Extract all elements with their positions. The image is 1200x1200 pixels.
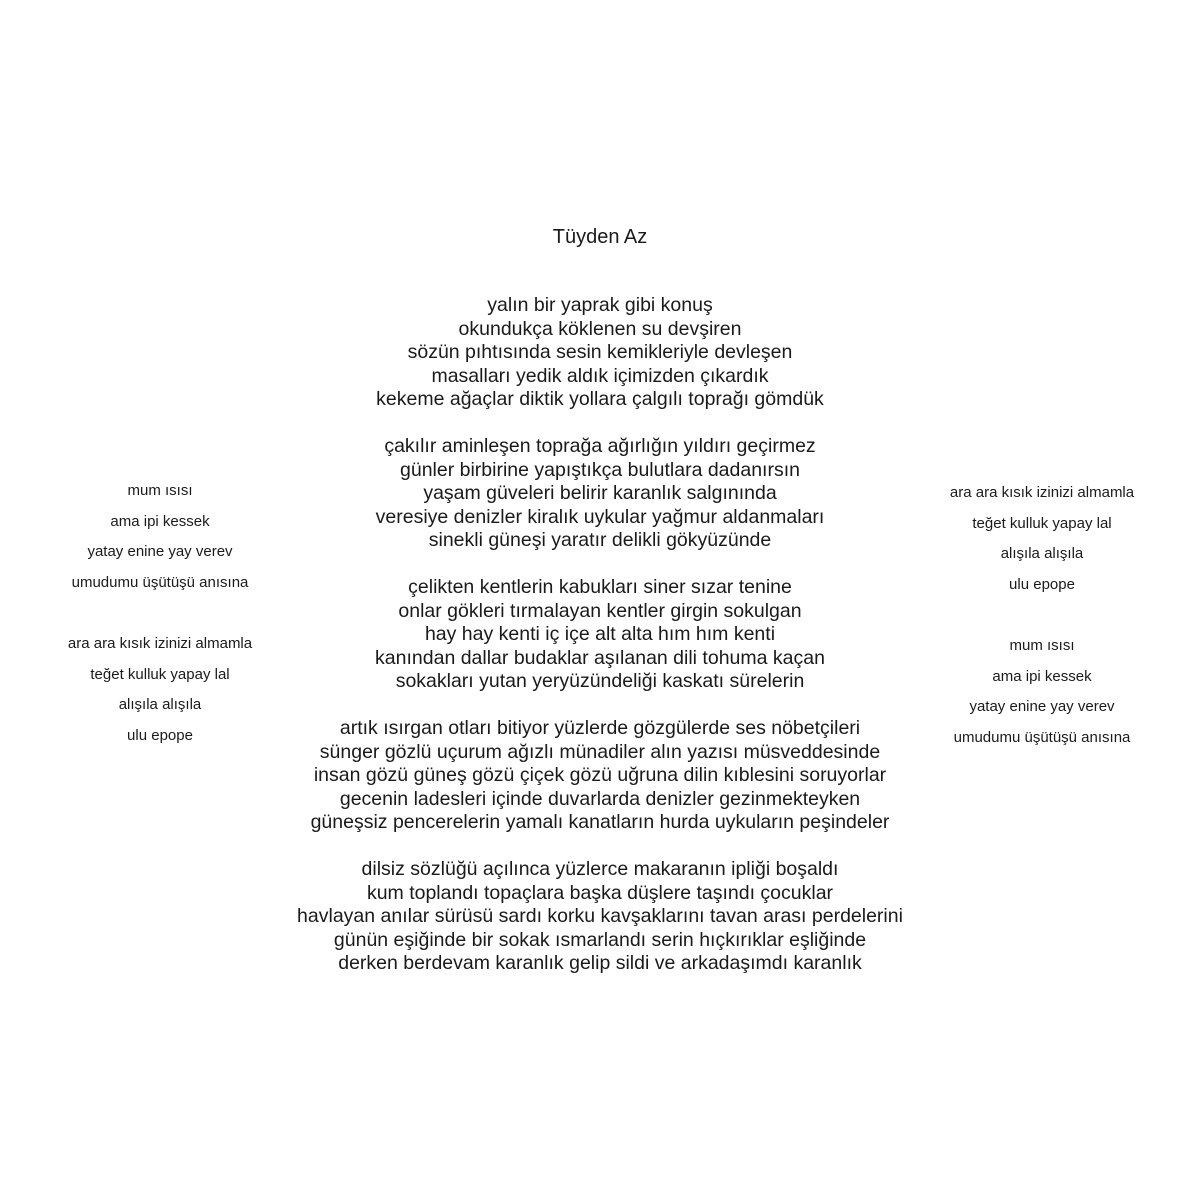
poem-line: dilsiz sözlüğü açılınca yüzlerce makaranın ipliği boşaldı bbox=[361, 858, 839, 880]
margin-line: alışıla alışıla bbox=[1000, 545, 1084, 562]
poem-line: kekeme ağaçlar diktik yollara çalgılı toprağı gömdük bbox=[376, 388, 824, 410]
margin-line: yatay enine yay verev bbox=[969, 698, 1115, 715]
left-margin-block-2 bbox=[40, 629, 280, 751]
margin-line: alışıla alışıla bbox=[118, 696, 202, 713]
poem-line: günün eşiğinde bir sokak ısmarlandı serin hıçkırıklar eşliğinde bbox=[333, 928, 867, 951]
margin-line: mum ısısı bbox=[1009, 637, 1075, 654]
margin-line: mum ısısı bbox=[127, 482, 193, 499]
stanza-2 bbox=[250, 435, 950, 553]
poem-line: çelikten kentlerin kabukları siner sızar tenine bbox=[408, 576, 792, 598]
poem-line: sokakları yutan yeryüzündeliği kaskatı sürelerin bbox=[395, 670, 805, 692]
poem-line: sinekli güneşi yaratır delikli gökyüzünde bbox=[428, 529, 772, 551]
poem-line: hay hay kenti iç içe alt alta hım hım kenti bbox=[424, 623, 776, 645]
right-margin-verses bbox=[922, 478, 1162, 784]
poem-line: gecenin ladesleri içinde duvarlarda denizler gezinmekteyken bbox=[339, 787, 861, 810]
margin-line: yatay enine yay verev bbox=[87, 543, 233, 560]
right-margin-block-1 bbox=[922, 478, 1162, 600]
poem-line: sözün pıhtısında sesin kemikleriyle devleşen bbox=[407, 341, 793, 363]
poem-line: günler birbirine yapıştıkça bulutlara dadanırsın bbox=[400, 458, 800, 481]
poem-line: veresiye denizler kiralık uykular yağmur aldanmaları bbox=[375, 505, 825, 528]
poem-line: derken berdevam karanlık gelip sildi ve arkadaşımdı karanlık bbox=[338, 952, 862, 974]
poem-line: insan gözü güneş gözü çiçek gözü uğruna dilin kıblesini soruyorlar bbox=[313, 764, 887, 786]
margin-line: teğet kulluk yapay lal bbox=[972, 514, 1112, 532]
poem-line: çakılır aminleşen toprağa ağırlığın yıldırı geçirmez bbox=[384, 435, 816, 457]
poem-line: masalları yedik aldık içimizden çıkardık bbox=[431, 364, 769, 387]
left-margin-block-1 bbox=[40, 476, 280, 598]
poem-line: güneşsiz pencerelerin yamalı kanatların hurda uykuların peşindeler bbox=[310, 811, 890, 833]
poem-line: okundukça köklenen su devşiren bbox=[458, 317, 742, 340]
margin-line: umudumu üşütüşü anısına bbox=[953, 728, 1131, 746]
margin-line: ama ipi kessek bbox=[110, 512, 210, 530]
stanza-3 bbox=[250, 576, 950, 694]
margin-line: ulu epope bbox=[1009, 575, 1075, 593]
margin-line: ama ipi kessek bbox=[992, 667, 1092, 685]
stanza-5 bbox=[250, 858, 950, 976]
margin-line: ara ara kısık izinizi almamla bbox=[67, 635, 253, 652]
poem-line: havlayan anılar sürüsü sardı korku kavşaklarını tavan arası perdelerini bbox=[297, 905, 903, 927]
poem-line: artık ısırgan otları bitiyor yüzlerde gözgülerde ses nöbetçileri bbox=[339, 717, 861, 739]
poem-line: kanından dallar budaklar aşılanan dili tohuma kaçan bbox=[375, 646, 825, 669]
poem-line: onlar gökleri tırmalayan kentler girgin sokulgan bbox=[398, 599, 802, 622]
stanza-1 bbox=[250, 294, 950, 412]
poem-line: sünger gözlü uçurum ağızlı münadiler alın yazısı müsveddesinde bbox=[319, 740, 881, 763]
poem-body bbox=[250, 294, 950, 999]
margin-line: ulu epope bbox=[127, 726, 193, 744]
poem-line: yaşam güveleri belirir karanlık salgınında bbox=[423, 482, 777, 504]
stanza-4 bbox=[250, 717, 950, 835]
margin-line: umudumu üşütüşü anısına bbox=[71, 573, 249, 591]
poem-line: kum toplandı topaçlara başka düşlere taşındı çocuklar bbox=[366, 881, 834, 904]
margin-line: teğet kulluk yapay lal bbox=[90, 665, 230, 683]
poem-title: Tüyden Az bbox=[552, 226, 648, 248]
margin-line: ara ara kısık izinizi almamla bbox=[949, 484, 1135, 501]
poem-line: yalın bir yaprak gibi konuş bbox=[487, 294, 713, 316]
left-margin-verses bbox=[40, 476, 280, 782]
right-margin-block-2 bbox=[922, 631, 1162, 753]
